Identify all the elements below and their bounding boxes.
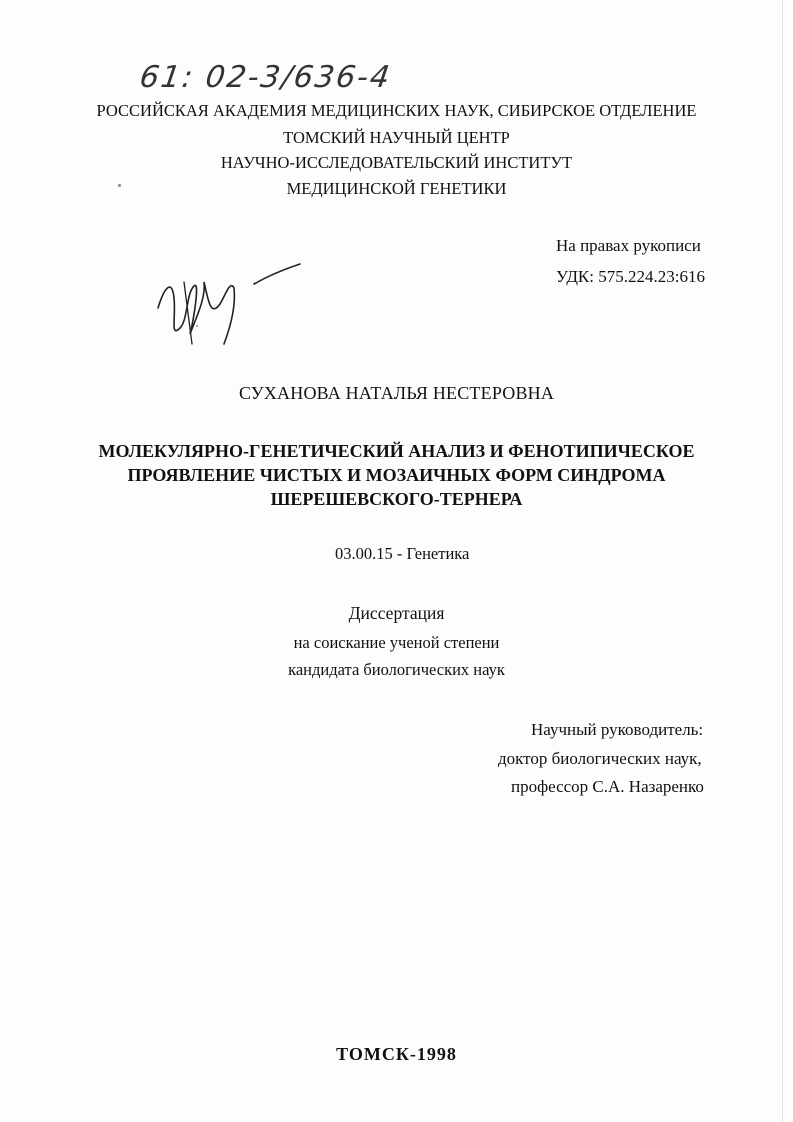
degree-line-3: кандидата биологических наук xyxy=(288,660,505,679)
header-line-1: РОССИЙСКАЯ АКАДЕМИЯ МЕДИЦИНСКИХ НАУК, СИБИРСКОЕ ОТДЕЛЕНИЕ xyxy=(96,101,697,120)
udc-code: УДК: 575.224.23:616 xyxy=(556,267,705,286)
degree-line-1: Диссертация xyxy=(348,603,445,623)
manuscript-rights-label: На правах рукописи xyxy=(556,236,701,255)
scan-speck xyxy=(196,325,198,327)
title-line-2: ПРОЯВЛЕНИЕ ЧИСТЫХ И МОЗАИЧНЫХ ФОРМ СИНДРОМА xyxy=(127,465,666,485)
scan-speck xyxy=(118,184,121,187)
degree-line-2: на соискание ученой степени xyxy=(293,633,500,652)
supervisor-name: профессор С.А. Назаренко xyxy=(511,777,704,796)
handwritten-catalog-number: 61: 02-3/636-4 xyxy=(137,60,394,95)
header-line-3: НАУЧНО-ИССЛЕДОВАТЕЛЬСКИЙ ИНСТИТУТ xyxy=(220,153,573,172)
supervisor-label: Научный руководитель: xyxy=(531,720,704,739)
title-line-1: МОЛЕКУЛЯРНО-ГЕНЕТИЧЕСКИЙ АНАЛИЗ И ФЕНОТИПИЧЕСКОЕ xyxy=(98,441,695,461)
handwritten-signature xyxy=(150,258,310,348)
header-line-2: ТОМСКИЙ НАУЧНЫЙ ЦЕНТР xyxy=(283,128,510,147)
header-line-4: МЕДИЦИНСКОЙ ГЕНЕТИКИ xyxy=(286,179,507,198)
title-line-3: ШЕРЕШЕВСКОГО-ТЕРНЕРА xyxy=(270,489,523,509)
city-year: ТОМСК-1998 xyxy=(336,1044,457,1064)
specialty-code: 03.00.15 - Генетика xyxy=(335,544,470,563)
author-name: СУХАНОВА НАТАЛЬЯ НЕСТЕРОВНА xyxy=(238,383,555,403)
supervisor-degree: доктор биологических наук, xyxy=(498,749,702,768)
page-edge xyxy=(782,0,783,1122)
